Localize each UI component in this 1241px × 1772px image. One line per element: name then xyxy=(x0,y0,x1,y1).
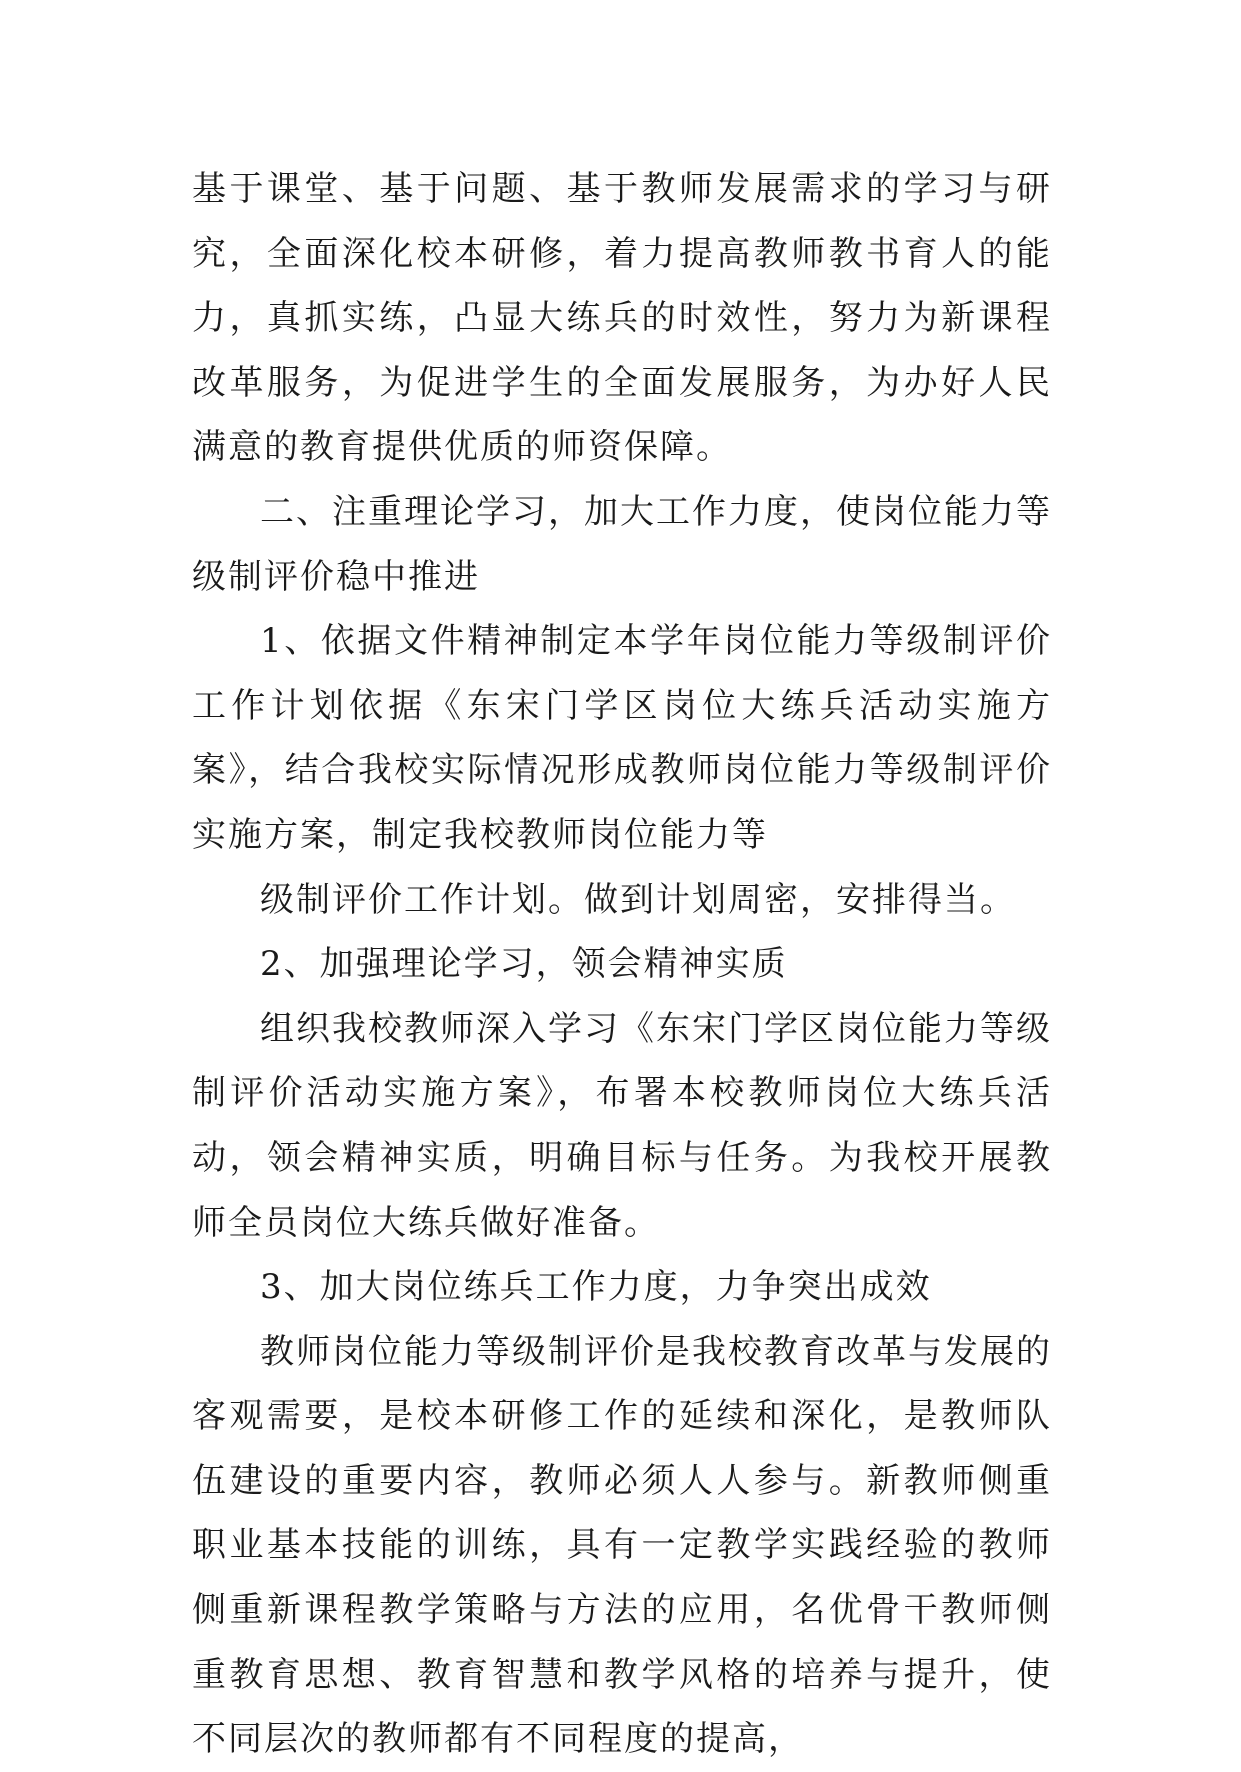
subsection-heading-1: 1、依据文件精神制定本学年岗位能力等级制评价工作计划依据《东宋门学区岗位大练兵活动实施方案》，结合我校实际情况形成教师岗位能力等级制评价实施方案，制定我校教师岗位能力等 xyxy=(192,621,1052,855)
subsection-heading-3: 3、加大岗位练兵工作力度，力争突出成效 xyxy=(260,1267,932,1308)
paragraph-continuation: 级制评价工作计划。做到计划周密，安排得当。 xyxy=(260,879,1016,920)
paragraph-evaluation: 教师岗位能力等级制评价是我校教育改革与发展的客观需要，是校本研修工作的延续和深化，是教师队伍建设的重要内容，教师必须人人参与。新教师侧重职业基本技能的训练，具有一定教学实践经验的教师侧重新课程教学策略与方法的应用，名优骨干教师侧重教育思想、教育智慧和教学风格的培养与提升，使不同层次的教师都有不同程度的提高， xyxy=(192,1331,1052,1760)
section-heading-2: 二、注重理论学习，加大工作力度，使岗位能力等级制评价稳中推进 xyxy=(192,491,1052,597)
paragraph-study: 组织我校教师深入学习《东宋门学区岗位能力等级制评价活动实施方案》，布署本校教师岗位大练兵活动，领会精神实质，明确目标与任务。为我校开展教师全员岗位大练兵做好准备。 xyxy=(192,1008,1052,1243)
subsection-heading-2: 2、加强理论学习，领会精神实质 xyxy=(260,944,788,985)
paragraph-1: 基于课堂、基于问题、基于教师发展需求的学习与研究，全面深化校本研修，着力提高教师教书育人的能力，真抓实练，凸显大练兵的时效性，努力为新课程改革服务，为促进学生的全面发展服务，为办好人民满意的教育提供优质的师资保障。 xyxy=(192,169,1052,468)
document-body xyxy=(192,157,1052,1772)
